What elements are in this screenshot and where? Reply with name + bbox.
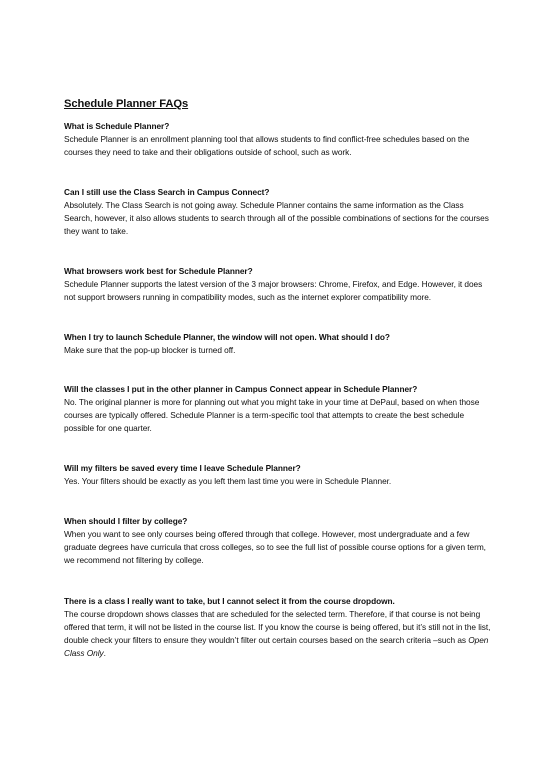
faq-item-class-search xyxy=(64,186,494,238)
faq-item-what-is xyxy=(64,120,494,159)
faq-question: Will the classes I put in the other planner in Campus Connect appear in Schedule Planner? xyxy=(64,384,418,394)
faq-answer-emphasis: Open Class Only xyxy=(64,635,489,658)
faq-question: Will my filters be saved every time I leave Schedule Planner? xyxy=(64,463,301,473)
faq-answer-end: . xyxy=(103,648,106,658)
faq-question: What is Schedule Planner? xyxy=(64,121,170,131)
faq-answer: Schedule Planner supports the latest version of the 3 major browsers: Chrome, Firefox, and Edge. However, it does not support browsers running in compatibility modes, such as the internet explorer compatibility more. xyxy=(64,279,483,302)
faq-question: There is a class I really want to take, but I cannot select it from the course dropdown. xyxy=(64,596,395,606)
faq-answer: When you want to see only courses being offered through that college. However, most undergraduate and a few graduate degrees have curricula that cross colleges, so to see the full list of possible course options for a given term, we recommend not filtering by college. xyxy=(64,529,486,565)
faq-document xyxy=(64,97,494,660)
page-title: Schedule Planner FAQs xyxy=(64,98,189,110)
faq-question: What browsers work best for Schedule Planner? xyxy=(64,266,253,276)
faq-answer: Make sure that the pop-up blocker is turned off. xyxy=(64,345,236,355)
faq-question: When should I filter by college? xyxy=(64,516,188,526)
faq-item-filter-college xyxy=(64,515,494,567)
faq-question: When I try to launch Schedule Planner, the window will not open. What should I do? xyxy=(64,332,390,342)
faq-question: Can I still use the Class Search in Campus Connect? xyxy=(64,187,270,197)
faq-answer: Yes. Your filters should be exactly as you left them last time you were in Schedule Planner. xyxy=(64,476,392,486)
faq-answer: No. The original planner is more for planning out what you might take in your time at DePaul, based on when those courses are typically offered. Schedule Planner is a term-specific tool that attempts to create the best schedule possible for one quarter. xyxy=(64,397,480,433)
faq-item-browsers xyxy=(64,265,494,304)
faq-answer: Absolutely. The Class Search is not going away. Schedule Planner contains the same information as the Class Search, however, it also allows students to search through all of the possible combinations of sections for the courses they want to take. xyxy=(64,200,489,236)
faq-item-course-dropdown xyxy=(64,595,494,660)
faq-answer xyxy=(64,608,494,660)
faq-item-launch xyxy=(64,331,494,357)
faq-item-filters-saved xyxy=(64,462,494,488)
faq-answer-text: The course dropdown shows classes that are scheduled for the selected term. Therefore, if that course is not being offered that term, it will not be listed in the course list. If you know the course is being offered, but it’s still not in the list, double check your filters to ensure they wouldn’t filter out certain courses based on the search criteria –such as xyxy=(64,609,491,645)
faq-item-other-planner xyxy=(64,383,494,435)
faq-answer: Schedule Planner is an enrollment planning tool that allows students to find conflict-free schedules based on the courses they need to take and their obligations outside of school, such as work. xyxy=(64,134,470,157)
